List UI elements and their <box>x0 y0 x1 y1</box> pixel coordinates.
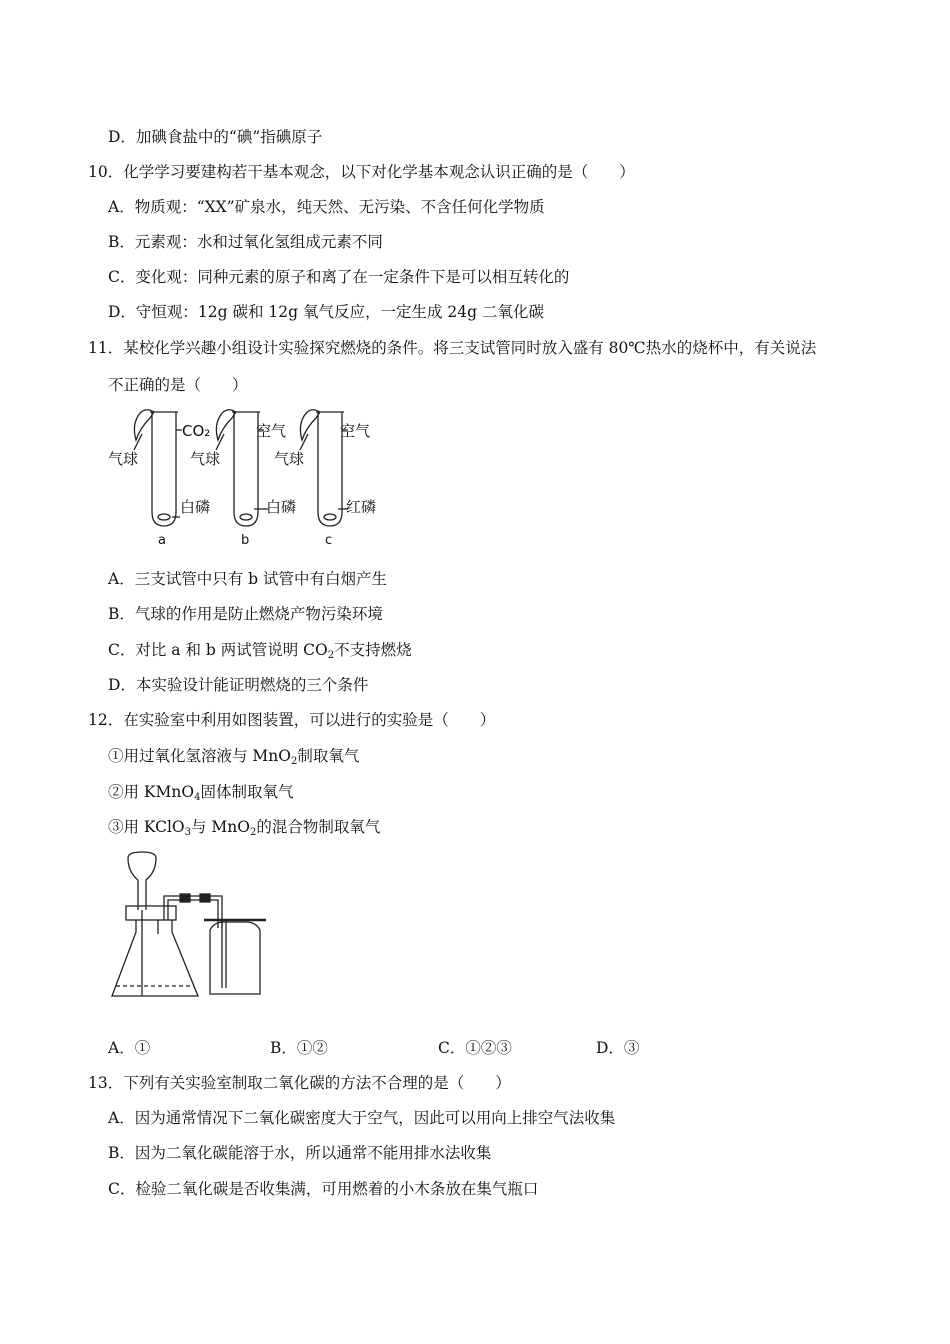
q9-option-d: D．加碘食盐中的“碘”指碘原子 <box>108 128 323 146</box>
q13-stem: 13．下列有关实验室制取二氧化碳的方法不合理的是（ ） <box>88 1074 511 1092</box>
q11-option-a: A．三支试管中只有 b 试管中有白烟产生 <box>108 570 387 588</box>
tube-c-label: c <box>325 533 333 548</box>
q10-option-a: A．物质观：“XX”矿泉水，纯天然、无污染、不含任何化学物质 <box>108 198 545 216</box>
tube-c-balloon-label: 气球 <box>274 450 305 468</box>
tube-b-sample-label: 白磷 <box>266 498 297 516</box>
q12-stem: 12．在实验室中利用如图装置，可以进行的实验是（ ） <box>88 711 496 729</box>
tube-c-gas-label: 空气 <box>340 422 371 440</box>
q12-item-3: ③用 KClO$_3$与 MnO$_2$的混合物制取氧气 <box>108 818 381 838</box>
q12-option-d: D．③ <box>596 1039 640 1057</box>
q13-option-c: C．检验二氧化碳是否收集满，可用燃着的小木条放在集气瓶口 <box>108 1180 539 1198</box>
tube-b-balloon-label: 气球 <box>190 450 221 468</box>
q13-option-a: A．因为通常情况下二氧化碳密度大于空气，因此可以用向上排空气法收集 <box>108 1109 616 1127</box>
q12-option-a: A．① <box>108 1039 151 1057</box>
q10-option-b: B．元素观：水和过氧化氢组成元素不同 <box>108 233 383 251</box>
separatory-funnel <box>128 852 156 910</box>
q12-item-2: ②用 KMnO$_4$固体制取氧气 <box>108 783 294 803</box>
tube-b-label: b <box>241 533 250 548</box>
test-tube-a <box>134 410 182 526</box>
tube-a-gas-label: CO₂ <box>182 422 211 440</box>
q11-test-tube-figure <box>106 404 396 552</box>
tube-a-sample-label: 白磷 <box>180 498 211 516</box>
gas-collecting-jar <box>210 922 260 994</box>
q11-option-b: B．气球的作用是防止燃烧产物污染环境 <box>108 605 383 623</box>
q12-options-row <box>108 1038 868 1058</box>
conical-flask <box>112 920 198 996</box>
q10-option-c: C．变化观：同种元素的原子和离了在一定条件下是可以相互转化的 <box>108 268 570 286</box>
q12-option-b: B．①② <box>270 1039 328 1057</box>
q10-option-d: D．守恒观：12g 碳和 12g 氧气反应，一定生成 24g 二氧化碳 <box>108 303 544 321</box>
q12-apparatus-figure <box>106 850 281 1005</box>
q11-stem-line1: 11．某校化学兴趣小组设计实验探究燃烧的条件。将三支试管同时放入盛有 80℃热水的烧杯中，有关说法 <box>88 339 817 357</box>
tube-c-sample-label: 红磷 <box>346 498 377 516</box>
q12-option-c: C．①②③ <box>438 1039 512 1057</box>
q11-stem-line2: 不正确的是（ ） <box>108 376 248 394</box>
q10-stem: 10．化学学习要建构若干基本观念，以下对化学基本观念认识正确的是（ ） <box>88 163 635 181</box>
q11-option-d: D．本实验设计能证明燃烧的三个条件 <box>108 676 369 694</box>
q12-item-1: ①用过氧化氢溶液与 MnO$_2$制取氧气 <box>108 747 360 767</box>
tube-b-gas-label: 空气 <box>256 422 287 440</box>
q11-option-c: C．对比 a 和 b 两试管说明 $CO_2$不支持燃烧 <box>108 641 412 661</box>
tube-a-label: a <box>158 533 166 548</box>
q13-option-b: B．因为二氧化碳能溶于水，所以通常不能用排水法收集 <box>108 1144 492 1162</box>
tube-a-balloon-label: 气球 <box>108 450 139 468</box>
